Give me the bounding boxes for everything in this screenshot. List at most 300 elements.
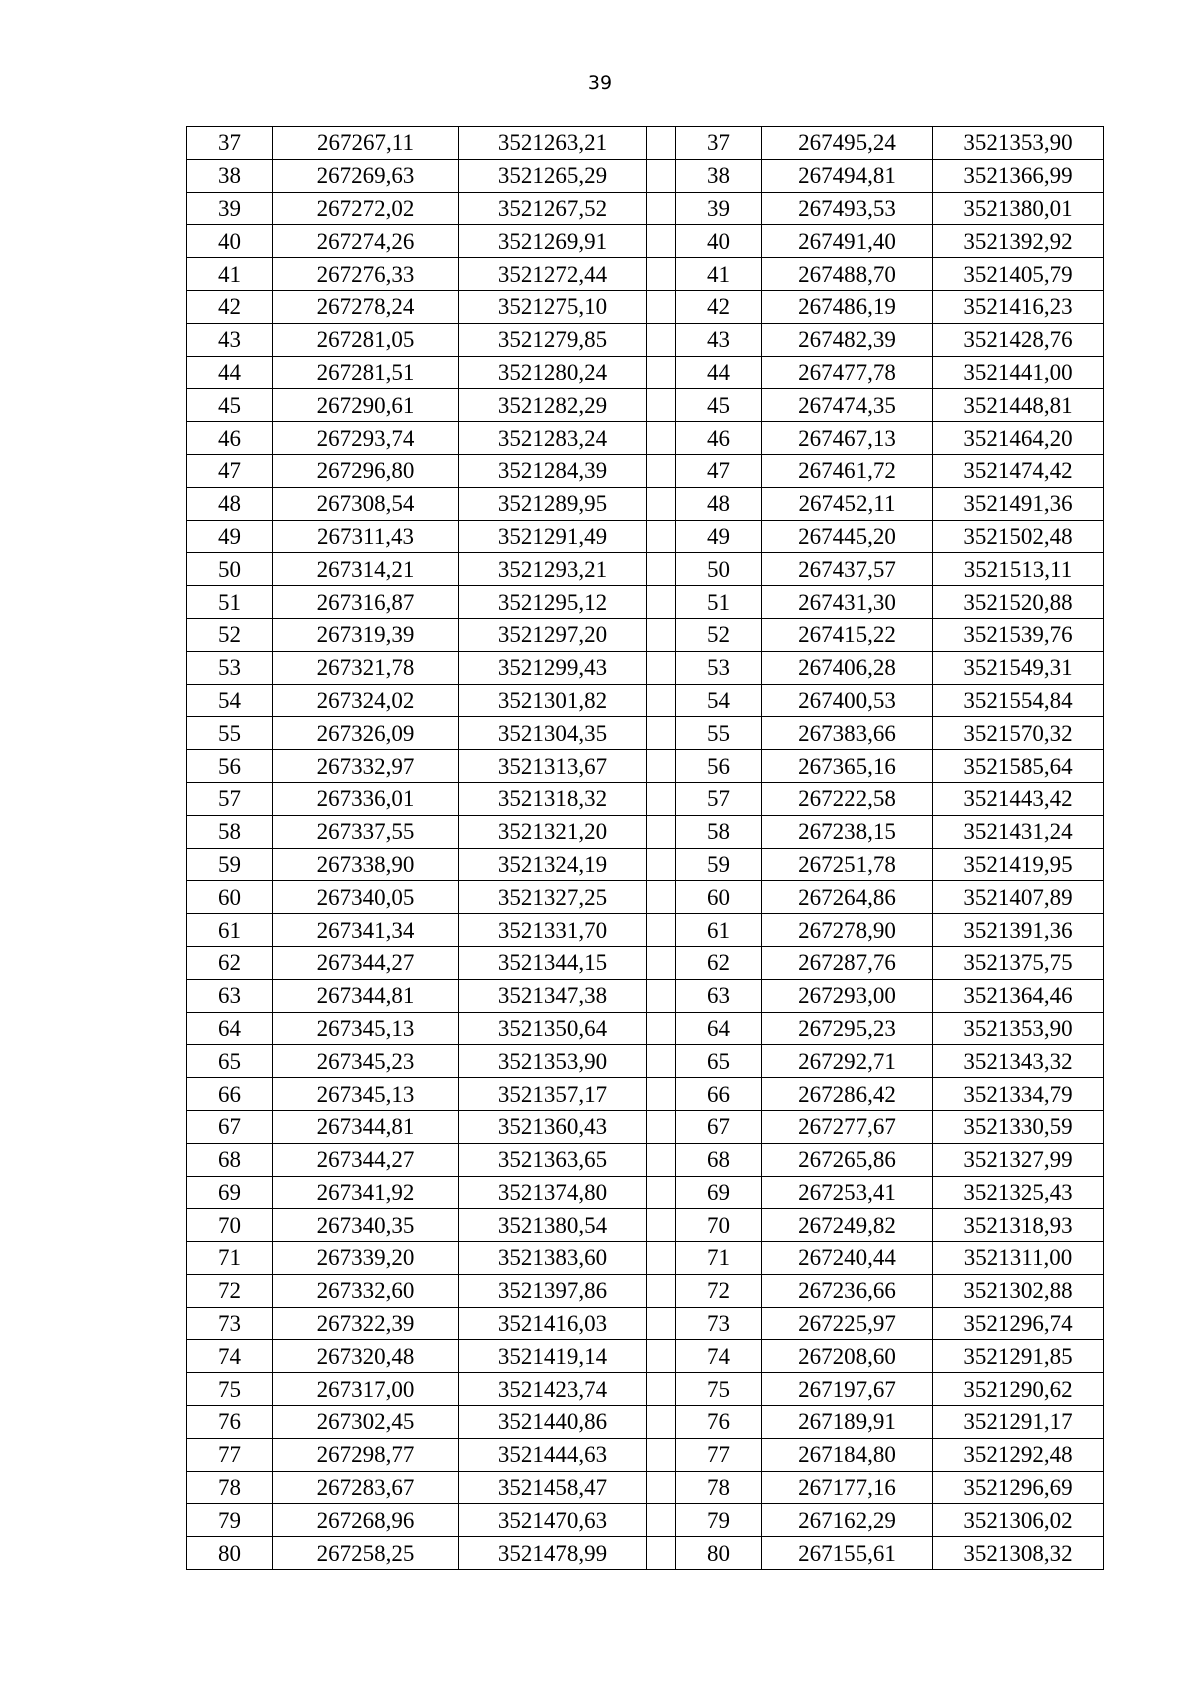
left-point-number: 68 xyxy=(187,1143,273,1176)
left-point-number: 51 xyxy=(187,586,273,619)
left-y-coordinate: 3521313,67 xyxy=(459,750,647,783)
right-x-coordinate: 267264,86 xyxy=(762,881,933,914)
table-row xyxy=(187,1274,1104,1307)
spacer-cell xyxy=(647,1504,676,1537)
right-point-number: 68 xyxy=(676,1143,762,1176)
right-y-coordinate: 3521375,75 xyxy=(933,946,1104,979)
table-row xyxy=(187,1307,1104,1340)
spacer-cell xyxy=(647,192,676,225)
right-y-coordinate: 3521431,24 xyxy=(933,815,1104,848)
left-y-coordinate: 3521318,32 xyxy=(459,782,647,815)
table-row xyxy=(187,290,1104,323)
right-x-coordinate: 267177,16 xyxy=(762,1471,933,1504)
left-point-number: 57 xyxy=(187,782,273,815)
right-y-coordinate: 3521491,36 xyxy=(933,487,1104,520)
left-x-coordinate: 267339,20 xyxy=(273,1242,459,1275)
table-row xyxy=(187,553,1104,586)
spacer-cell xyxy=(647,1045,676,1078)
spacer-cell xyxy=(647,553,676,586)
right-y-coordinate: 3521474,42 xyxy=(933,454,1104,487)
right-point-number: 45 xyxy=(676,389,762,422)
left-y-coordinate: 3521327,25 xyxy=(459,881,647,914)
left-point-number: 78 xyxy=(187,1471,273,1504)
right-y-coordinate: 3521513,11 xyxy=(933,553,1104,586)
spacer-cell xyxy=(647,1209,676,1242)
spacer-cell xyxy=(647,1242,676,1275)
table-row xyxy=(187,1143,1104,1176)
left-point-number: 66 xyxy=(187,1078,273,1111)
right-y-coordinate: 3521291,85 xyxy=(933,1340,1104,1373)
right-point-number: 38 xyxy=(676,159,762,192)
left-y-coordinate: 3521423,74 xyxy=(459,1373,647,1406)
table-row xyxy=(187,651,1104,684)
table-row xyxy=(187,356,1104,389)
right-x-coordinate: 267491,40 xyxy=(762,225,933,258)
table-row xyxy=(187,1471,1104,1504)
right-x-coordinate: 267400,53 xyxy=(762,684,933,717)
right-y-coordinate: 3521318,93 xyxy=(933,1209,1104,1242)
table-row xyxy=(187,323,1104,356)
table-row xyxy=(187,1209,1104,1242)
left-point-number: 63 xyxy=(187,979,273,1012)
table-row xyxy=(187,1045,1104,1078)
left-x-coordinate: 267258,25 xyxy=(273,1537,459,1570)
table-row xyxy=(187,225,1104,258)
right-x-coordinate: 267495,24 xyxy=(762,127,933,160)
left-y-coordinate: 3521347,38 xyxy=(459,979,647,1012)
right-point-number: 64 xyxy=(676,1012,762,1045)
left-y-coordinate: 3521331,70 xyxy=(459,914,647,947)
left-point-number: 64 xyxy=(187,1012,273,1045)
right-point-number: 57 xyxy=(676,782,762,815)
left-y-coordinate: 3521293,21 xyxy=(459,553,647,586)
left-x-coordinate: 267320,48 xyxy=(273,1340,459,1373)
table-row xyxy=(187,848,1104,881)
right-point-number: 75 xyxy=(676,1373,762,1406)
left-y-coordinate: 3521304,35 xyxy=(459,717,647,750)
right-x-coordinate: 267431,30 xyxy=(762,586,933,619)
right-point-number: 37 xyxy=(676,127,762,160)
left-point-number: 53 xyxy=(187,651,273,684)
spacer-cell xyxy=(647,1340,676,1373)
left-x-coordinate: 267340,35 xyxy=(273,1209,459,1242)
left-point-number: 75 xyxy=(187,1373,273,1406)
left-y-coordinate: 3521267,52 xyxy=(459,192,647,225)
right-y-coordinate: 3521428,76 xyxy=(933,323,1104,356)
left-point-number: 77 xyxy=(187,1438,273,1471)
right-x-coordinate: 267406,28 xyxy=(762,651,933,684)
left-y-coordinate: 3521440,86 xyxy=(459,1406,647,1439)
right-x-coordinate: 267189,91 xyxy=(762,1406,933,1439)
right-point-number: 51 xyxy=(676,586,762,619)
spacer-cell xyxy=(647,979,676,1012)
right-x-coordinate: 267222,58 xyxy=(762,782,933,815)
left-x-coordinate: 267332,60 xyxy=(273,1274,459,1307)
table-row xyxy=(187,1504,1104,1537)
right-point-number: 69 xyxy=(676,1176,762,1209)
left-x-coordinate: 267298,77 xyxy=(273,1438,459,1471)
right-y-coordinate: 3521392,92 xyxy=(933,225,1104,258)
left-point-number: 48 xyxy=(187,487,273,520)
right-x-coordinate: 267197,67 xyxy=(762,1373,933,1406)
right-x-coordinate: 267184,80 xyxy=(762,1438,933,1471)
left-point-number: 56 xyxy=(187,750,273,783)
left-point-number: 59 xyxy=(187,848,273,881)
left-point-number: 73 xyxy=(187,1307,273,1340)
right-x-coordinate: 267365,16 xyxy=(762,750,933,783)
right-point-number: 63 xyxy=(676,979,762,1012)
spacer-cell xyxy=(647,422,676,455)
left-y-coordinate: 3521363,65 xyxy=(459,1143,647,1176)
right-y-coordinate: 3521291,17 xyxy=(933,1406,1104,1439)
right-point-number: 46 xyxy=(676,422,762,455)
left-x-coordinate: 267308,54 xyxy=(273,487,459,520)
left-point-number: 52 xyxy=(187,618,273,651)
left-y-coordinate: 3521353,90 xyxy=(459,1045,647,1078)
right-x-coordinate: 267162,29 xyxy=(762,1504,933,1537)
left-x-coordinate: 267272,02 xyxy=(273,192,459,225)
left-point-number: 54 xyxy=(187,684,273,717)
right-y-coordinate: 3521585,64 xyxy=(933,750,1104,783)
right-point-number: 47 xyxy=(676,454,762,487)
left-x-coordinate: 267344,27 xyxy=(273,946,459,979)
right-y-coordinate: 3521364,46 xyxy=(933,979,1104,1012)
left-y-coordinate: 3521283,24 xyxy=(459,422,647,455)
table-row xyxy=(187,1176,1104,1209)
left-y-coordinate: 3521282,29 xyxy=(459,389,647,422)
left-x-coordinate: 267281,05 xyxy=(273,323,459,356)
right-y-coordinate: 3521380,01 xyxy=(933,192,1104,225)
left-y-coordinate: 3521299,43 xyxy=(459,651,647,684)
table-row xyxy=(187,1012,1104,1045)
right-x-coordinate: 267293,00 xyxy=(762,979,933,1012)
left-y-coordinate: 3521350,64 xyxy=(459,1012,647,1045)
right-x-coordinate: 267415,22 xyxy=(762,618,933,651)
left-y-coordinate: 3521357,17 xyxy=(459,1078,647,1111)
right-point-number: 53 xyxy=(676,651,762,684)
right-y-coordinate: 3521549,31 xyxy=(933,651,1104,684)
left-point-number: 79 xyxy=(187,1504,273,1537)
right-x-coordinate: 267208,60 xyxy=(762,1340,933,1373)
right-y-coordinate: 3521448,81 xyxy=(933,389,1104,422)
left-point-number: 72 xyxy=(187,1274,273,1307)
left-x-coordinate: 267337,55 xyxy=(273,815,459,848)
spacer-cell xyxy=(647,651,676,684)
left-x-coordinate: 267278,24 xyxy=(273,290,459,323)
left-y-coordinate: 3521265,29 xyxy=(459,159,647,192)
table-row xyxy=(187,1242,1104,1275)
right-x-coordinate: 267225,97 xyxy=(762,1307,933,1340)
table-row xyxy=(187,914,1104,947)
right-x-coordinate: 267292,71 xyxy=(762,1045,933,1078)
left-y-coordinate: 3521380,54 xyxy=(459,1209,647,1242)
right-point-number: 59 xyxy=(676,848,762,881)
right-x-coordinate: 267155,61 xyxy=(762,1537,933,1570)
right-point-number: 77 xyxy=(676,1438,762,1471)
table-row xyxy=(187,127,1104,160)
right-y-coordinate: 3521443,42 xyxy=(933,782,1104,815)
right-point-number: 58 xyxy=(676,815,762,848)
table-row xyxy=(187,979,1104,1012)
left-x-coordinate: 267316,87 xyxy=(273,586,459,619)
left-point-number: 62 xyxy=(187,946,273,979)
spacer-cell xyxy=(647,487,676,520)
spacer-cell xyxy=(647,750,676,783)
left-x-coordinate: 267281,51 xyxy=(273,356,459,389)
left-point-number: 58 xyxy=(187,815,273,848)
table-row xyxy=(187,782,1104,815)
right-point-number: 40 xyxy=(676,225,762,258)
right-y-coordinate: 3521570,32 xyxy=(933,717,1104,750)
left-x-coordinate: 267321,78 xyxy=(273,651,459,684)
right-point-number: 43 xyxy=(676,323,762,356)
left-y-coordinate: 3521291,49 xyxy=(459,520,647,553)
right-point-number: 39 xyxy=(676,192,762,225)
right-y-coordinate: 3521330,59 xyxy=(933,1110,1104,1143)
right-point-number: 65 xyxy=(676,1045,762,1078)
left-point-number: 42 xyxy=(187,290,273,323)
left-y-coordinate: 3521275,10 xyxy=(459,290,647,323)
right-point-number: 41 xyxy=(676,258,762,291)
right-y-coordinate: 3521325,43 xyxy=(933,1176,1104,1209)
left-point-number: 65 xyxy=(187,1045,273,1078)
right-point-number: 74 xyxy=(676,1340,762,1373)
left-point-number: 39 xyxy=(187,192,273,225)
right-x-coordinate: 267493,53 xyxy=(762,192,933,225)
left-x-coordinate: 267344,27 xyxy=(273,1143,459,1176)
spacer-cell xyxy=(647,717,676,750)
left-y-coordinate: 3521272,44 xyxy=(459,258,647,291)
right-point-number: 67 xyxy=(676,1110,762,1143)
right-point-number: 50 xyxy=(676,553,762,586)
right-point-number: 76 xyxy=(676,1406,762,1439)
left-y-coordinate: 3521470,63 xyxy=(459,1504,647,1537)
right-point-number: 56 xyxy=(676,750,762,783)
left-x-coordinate: 267341,34 xyxy=(273,914,459,947)
spacer-cell xyxy=(647,1537,676,1570)
right-x-coordinate: 267467,13 xyxy=(762,422,933,455)
right-y-coordinate: 3521441,00 xyxy=(933,356,1104,389)
left-point-number: 71 xyxy=(187,1242,273,1275)
right-y-coordinate: 3521407,89 xyxy=(933,881,1104,914)
spacer-cell xyxy=(647,1471,676,1504)
table-row xyxy=(187,1373,1104,1406)
left-x-coordinate: 267290,61 xyxy=(273,389,459,422)
left-y-coordinate: 3521279,85 xyxy=(459,323,647,356)
left-point-number: 47 xyxy=(187,454,273,487)
right-x-coordinate: 267488,70 xyxy=(762,258,933,291)
right-y-coordinate: 3521419,95 xyxy=(933,848,1104,881)
right-point-number: 70 xyxy=(676,1209,762,1242)
table-row xyxy=(187,684,1104,717)
right-x-coordinate: 267477,78 xyxy=(762,356,933,389)
right-point-number: 44 xyxy=(676,356,762,389)
right-y-coordinate: 3521308,32 xyxy=(933,1537,1104,1570)
right-y-coordinate: 3521292,48 xyxy=(933,1438,1104,1471)
left-y-coordinate: 3521269,91 xyxy=(459,225,647,258)
table-row xyxy=(187,881,1104,914)
left-point-number: 43 xyxy=(187,323,273,356)
spacer-cell xyxy=(647,946,676,979)
left-x-coordinate: 267324,02 xyxy=(273,684,459,717)
spacer-cell xyxy=(647,356,676,389)
left-x-coordinate: 267302,45 xyxy=(273,1406,459,1439)
right-point-number: 55 xyxy=(676,717,762,750)
spacer-cell xyxy=(647,520,676,553)
right-y-coordinate: 3521327,99 xyxy=(933,1143,1104,1176)
left-x-coordinate: 267269,63 xyxy=(273,159,459,192)
left-x-coordinate: 267345,23 xyxy=(273,1045,459,1078)
left-x-coordinate: 267319,39 xyxy=(273,618,459,651)
table-row xyxy=(187,389,1104,422)
right-point-number: 42 xyxy=(676,290,762,323)
left-x-coordinate: 267332,97 xyxy=(273,750,459,783)
left-y-coordinate: 3521297,20 xyxy=(459,618,647,651)
left-x-coordinate: 267345,13 xyxy=(273,1012,459,1045)
table-row xyxy=(187,520,1104,553)
left-y-coordinate: 3521321,20 xyxy=(459,815,647,848)
spacer-cell xyxy=(647,1438,676,1471)
left-y-coordinate: 3521295,12 xyxy=(459,586,647,619)
spacer-cell xyxy=(647,618,676,651)
spacer-cell xyxy=(647,815,676,848)
left-x-coordinate: 267340,05 xyxy=(273,881,459,914)
left-y-coordinate: 3521289,95 xyxy=(459,487,647,520)
right-x-coordinate: 267295,23 xyxy=(762,1012,933,1045)
spacer-cell xyxy=(647,586,676,619)
right-x-coordinate: 267238,15 xyxy=(762,815,933,848)
left-point-number: 61 xyxy=(187,914,273,947)
right-y-coordinate: 3521502,48 xyxy=(933,520,1104,553)
left-y-coordinate: 3521383,60 xyxy=(459,1242,647,1275)
page-number: 39 xyxy=(587,72,613,94)
right-x-coordinate: 267383,66 xyxy=(762,717,933,750)
table-row xyxy=(187,946,1104,979)
spacer-cell xyxy=(647,1143,676,1176)
right-point-number: 71 xyxy=(676,1242,762,1275)
left-point-number: 37 xyxy=(187,127,273,160)
right-point-number: 60 xyxy=(676,881,762,914)
table-row xyxy=(187,618,1104,651)
left-x-coordinate: 267326,09 xyxy=(273,717,459,750)
coordinates-table xyxy=(186,126,1104,1570)
table-row xyxy=(187,750,1104,783)
left-x-coordinate: 267345,13 xyxy=(273,1078,459,1111)
spacer-cell xyxy=(647,1110,676,1143)
right-x-coordinate: 267265,86 xyxy=(762,1143,933,1176)
spacer-cell xyxy=(647,389,676,422)
left-x-coordinate: 267274,26 xyxy=(273,225,459,258)
left-x-coordinate: 267293,74 xyxy=(273,422,459,455)
right-point-number: 61 xyxy=(676,914,762,947)
table-row xyxy=(187,717,1104,750)
right-y-coordinate: 3521296,74 xyxy=(933,1307,1104,1340)
right-y-coordinate: 3521302,88 xyxy=(933,1274,1104,1307)
right-y-coordinate: 3521306,02 xyxy=(933,1504,1104,1537)
left-point-number: 69 xyxy=(187,1176,273,1209)
right-y-coordinate: 3521343,32 xyxy=(933,1045,1104,1078)
left-point-number: 49 xyxy=(187,520,273,553)
right-point-number: 48 xyxy=(676,487,762,520)
right-point-number: 66 xyxy=(676,1078,762,1111)
left-point-number: 67 xyxy=(187,1110,273,1143)
table-row xyxy=(187,586,1104,619)
right-y-coordinate: 3521353,90 xyxy=(933,1012,1104,1045)
spacer-cell xyxy=(647,1176,676,1209)
right-y-coordinate: 3521464,20 xyxy=(933,422,1104,455)
left-x-coordinate: 267311,43 xyxy=(273,520,459,553)
left-point-number: 80 xyxy=(187,1537,273,1570)
left-x-coordinate: 267344,81 xyxy=(273,1110,459,1143)
table-row xyxy=(187,1537,1104,1570)
left-x-coordinate: 267296,80 xyxy=(273,454,459,487)
right-point-number: 62 xyxy=(676,946,762,979)
left-x-coordinate: 267336,01 xyxy=(273,782,459,815)
spacer-cell xyxy=(647,1373,676,1406)
table-row xyxy=(187,454,1104,487)
right-y-coordinate: 3521311,00 xyxy=(933,1242,1104,1275)
left-point-number: 46 xyxy=(187,422,273,455)
right-x-coordinate: 267452,11 xyxy=(762,487,933,520)
spacer-cell xyxy=(647,290,676,323)
left-y-coordinate: 3521458,47 xyxy=(459,1471,647,1504)
left-point-number: 50 xyxy=(187,553,273,586)
table-row xyxy=(187,487,1104,520)
spacer-cell xyxy=(647,1406,676,1439)
right-x-coordinate: 267482,39 xyxy=(762,323,933,356)
right-x-coordinate: 267240,44 xyxy=(762,1242,933,1275)
left-y-coordinate: 3521419,14 xyxy=(459,1340,647,1373)
spacer-cell xyxy=(647,323,676,356)
left-point-number: 38 xyxy=(187,159,273,192)
left-point-number: 45 xyxy=(187,389,273,422)
spacer-cell xyxy=(647,848,676,881)
right-point-number: 79 xyxy=(676,1504,762,1537)
left-y-coordinate: 3521301,82 xyxy=(459,684,647,717)
table-row xyxy=(187,1438,1104,1471)
left-point-number: 74 xyxy=(187,1340,273,1373)
spacer-cell xyxy=(647,1307,676,1340)
right-x-coordinate: 267461,72 xyxy=(762,454,933,487)
right-y-coordinate: 3521539,76 xyxy=(933,618,1104,651)
right-x-coordinate: 267437,57 xyxy=(762,553,933,586)
left-point-number: 40 xyxy=(187,225,273,258)
right-x-coordinate: 267251,78 xyxy=(762,848,933,881)
right-x-coordinate: 267486,19 xyxy=(762,290,933,323)
right-y-coordinate: 3521554,84 xyxy=(933,684,1104,717)
spacer-cell xyxy=(647,454,676,487)
left-y-coordinate: 3521263,21 xyxy=(459,127,647,160)
left-x-coordinate: 267314,21 xyxy=(273,553,459,586)
table-row xyxy=(187,1340,1104,1373)
right-y-coordinate: 3521416,23 xyxy=(933,290,1104,323)
right-y-coordinate: 3521405,79 xyxy=(933,258,1104,291)
left-y-coordinate: 3521374,80 xyxy=(459,1176,647,1209)
left-y-coordinate: 3521478,99 xyxy=(459,1537,647,1570)
right-point-number: 49 xyxy=(676,520,762,553)
left-y-coordinate: 3521360,43 xyxy=(459,1110,647,1143)
left-x-coordinate: 267344,81 xyxy=(273,979,459,1012)
left-x-coordinate: 267276,33 xyxy=(273,258,459,291)
spacer-cell xyxy=(647,159,676,192)
spacer-cell xyxy=(647,684,676,717)
left-y-coordinate: 3521397,86 xyxy=(459,1274,647,1307)
table-row xyxy=(187,1078,1104,1111)
table-row xyxy=(187,815,1104,848)
right-y-coordinate: 3521296,69 xyxy=(933,1471,1104,1504)
right-point-number: 80 xyxy=(676,1537,762,1570)
left-x-coordinate: 267338,90 xyxy=(273,848,459,881)
